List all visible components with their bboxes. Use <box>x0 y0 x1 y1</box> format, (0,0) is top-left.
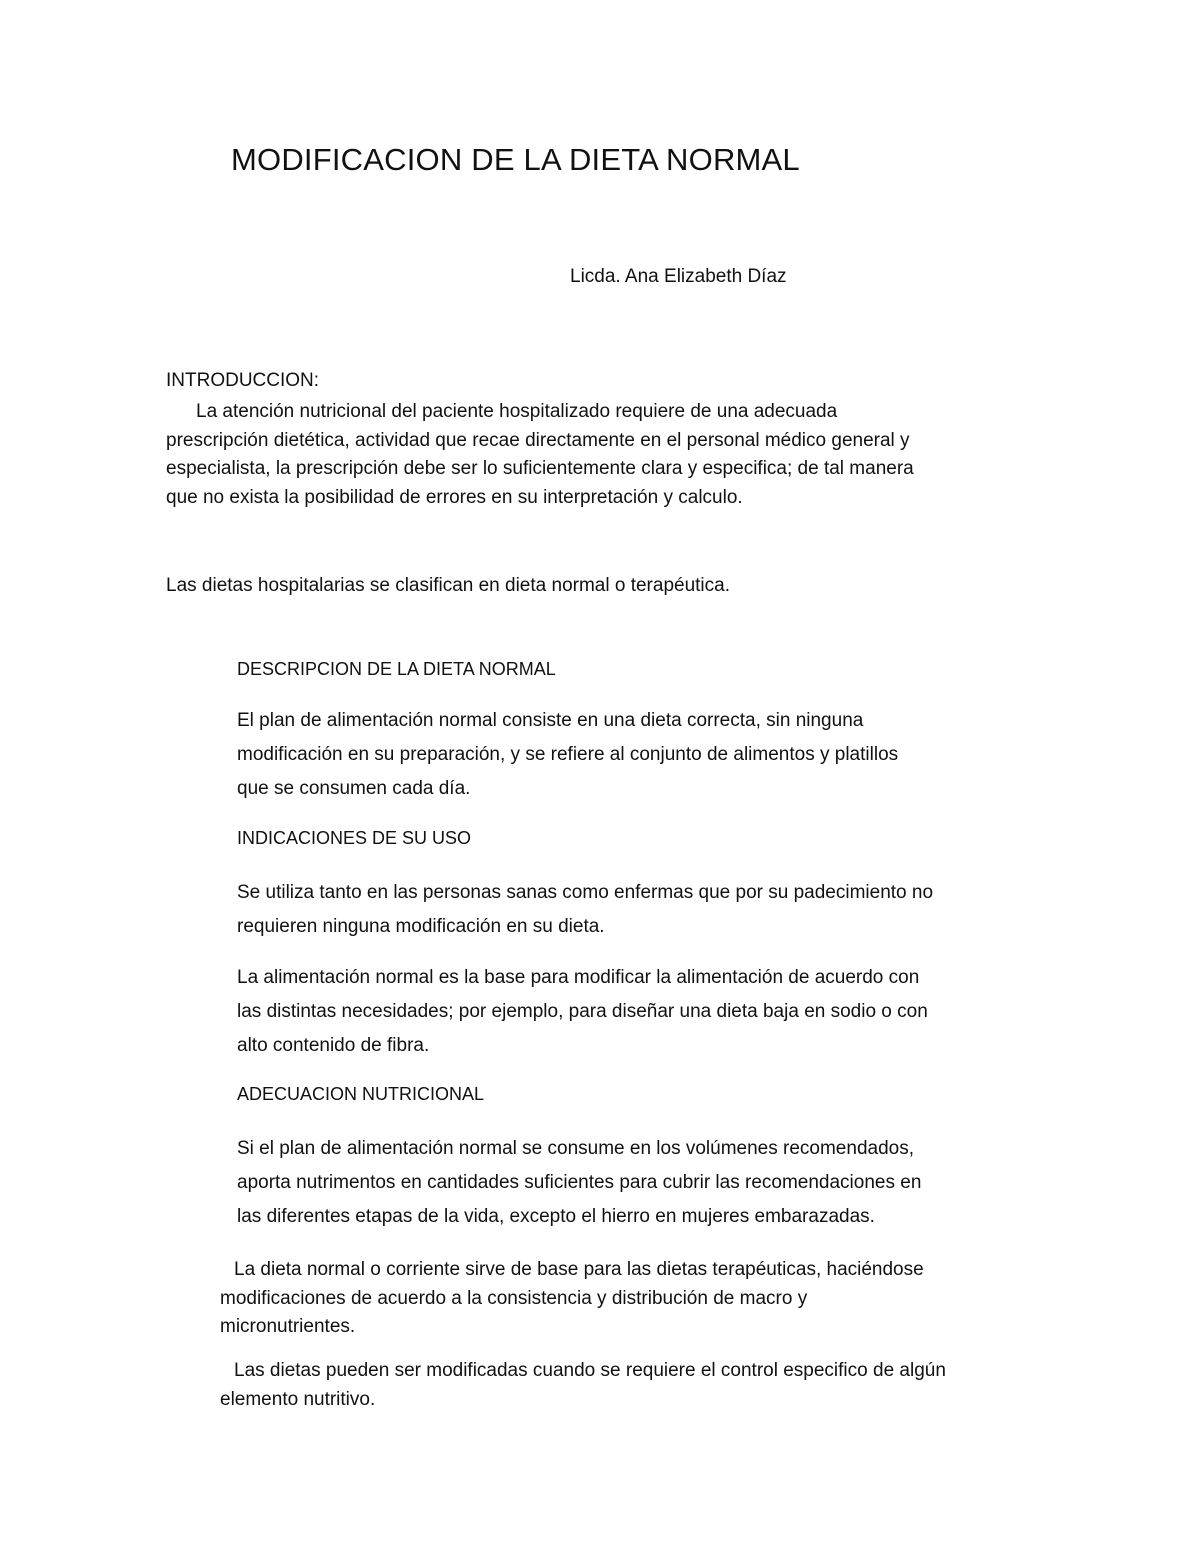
indications-heading: INDICACIONES DE SU USO <box>237 828 472 848</box>
indications-line: requieren ninguna modificación en su dieta. <box>237 916 605 937</box>
adequacy-paragraph <box>237 1132 1037 1234</box>
description-heading: DESCRIPCION DE LA DIETA NORMAL <box>237 659 556 679</box>
closing-line: modificaciones de acuerdo a la consistencia y distribución de macro y <box>220 1287 808 1309</box>
intro-line: prescripción dietética, actividad que recae directamente en el personal médico general y <box>166 429 910 451</box>
base-line: La alimentación normal es la base para modificar la alimentación de acuerdo con <box>237 967 920 988</box>
description-line: El plan de alimentación normal consiste en una dieta correcta, sin ninguna <box>237 710 864 731</box>
intro-line: que no exista la posibilidad de errores en su interpretación y calculo. <box>166 486 743 508</box>
classification-paragraph: Las dietas hospitalarias se clasifican en dieta normal o terapéutica. <box>166 575 730 596</box>
closing-line: micronutrientes. <box>220 1316 356 1337</box>
indications-paragraph <box>237 876 1037 944</box>
closing-paragraph-2 <box>220 1357 1060 1414</box>
description-line: que se consumen cada día. <box>237 778 471 799</box>
author-name: Licda. Ana Elizabeth Díaz <box>570 266 787 287</box>
introduction-paragraph <box>166 398 1046 512</box>
adequacy-line: Si el plan de alimentación normal se consume en los volúmenes recomendados, <box>237 1138 914 1159</box>
closing-line: La dieta normal o corriente sirve de base para las dietas terapéuticas, haciéndose <box>234 1259 924 1280</box>
closing-paragraph-1 <box>220 1256 1040 1342</box>
closing-line: Las dietas pueden ser modificadas cuando se requiere el control especifico de algún <box>234 1360 946 1381</box>
base-paragraph <box>237 961 1037 1063</box>
adequacy-line: aporta nutrimentos en cantidades suficientes para cubrir las recomendaciones en <box>237 1172 922 1193</box>
description-line: modificación en su preparación, y se refiere al conjunto de alimentos y platillos <box>237 744 899 765</box>
description-paragraph <box>237 704 1037 806</box>
intro-line: especialista, la prescripción debe ser lo suficientemente clara y especifica; de tal manera <box>166 458 914 479</box>
document-title: MODIFICACION DE LA DIETA NORMAL <box>231 142 800 177</box>
base-line: las distintas necesidades; por ejemplo, para diseñar una dieta baja en sodio o con <box>237 1001 928 1022</box>
closing-line: elemento nutritivo. <box>220 1388 376 1410</box>
adequacy-heading: ADECUACION NUTRICIONAL <box>237 1084 485 1104</box>
base-line: alto contenido de fibra. <box>237 1035 430 1056</box>
adequacy-line: las diferentes etapas de la vida, excepto el hierro en mujeres embarazadas. <box>237 1206 875 1227</box>
intro-line: La atención nutricional del paciente hospitalizado requiere de una adecuada <box>196 401 838 422</box>
introduction-label: INTRODUCCION: <box>166 370 320 391</box>
indications-line: Se utiliza tanto en las personas sanas como enfermas que por su padecimiento no <box>237 882 934 903</box>
